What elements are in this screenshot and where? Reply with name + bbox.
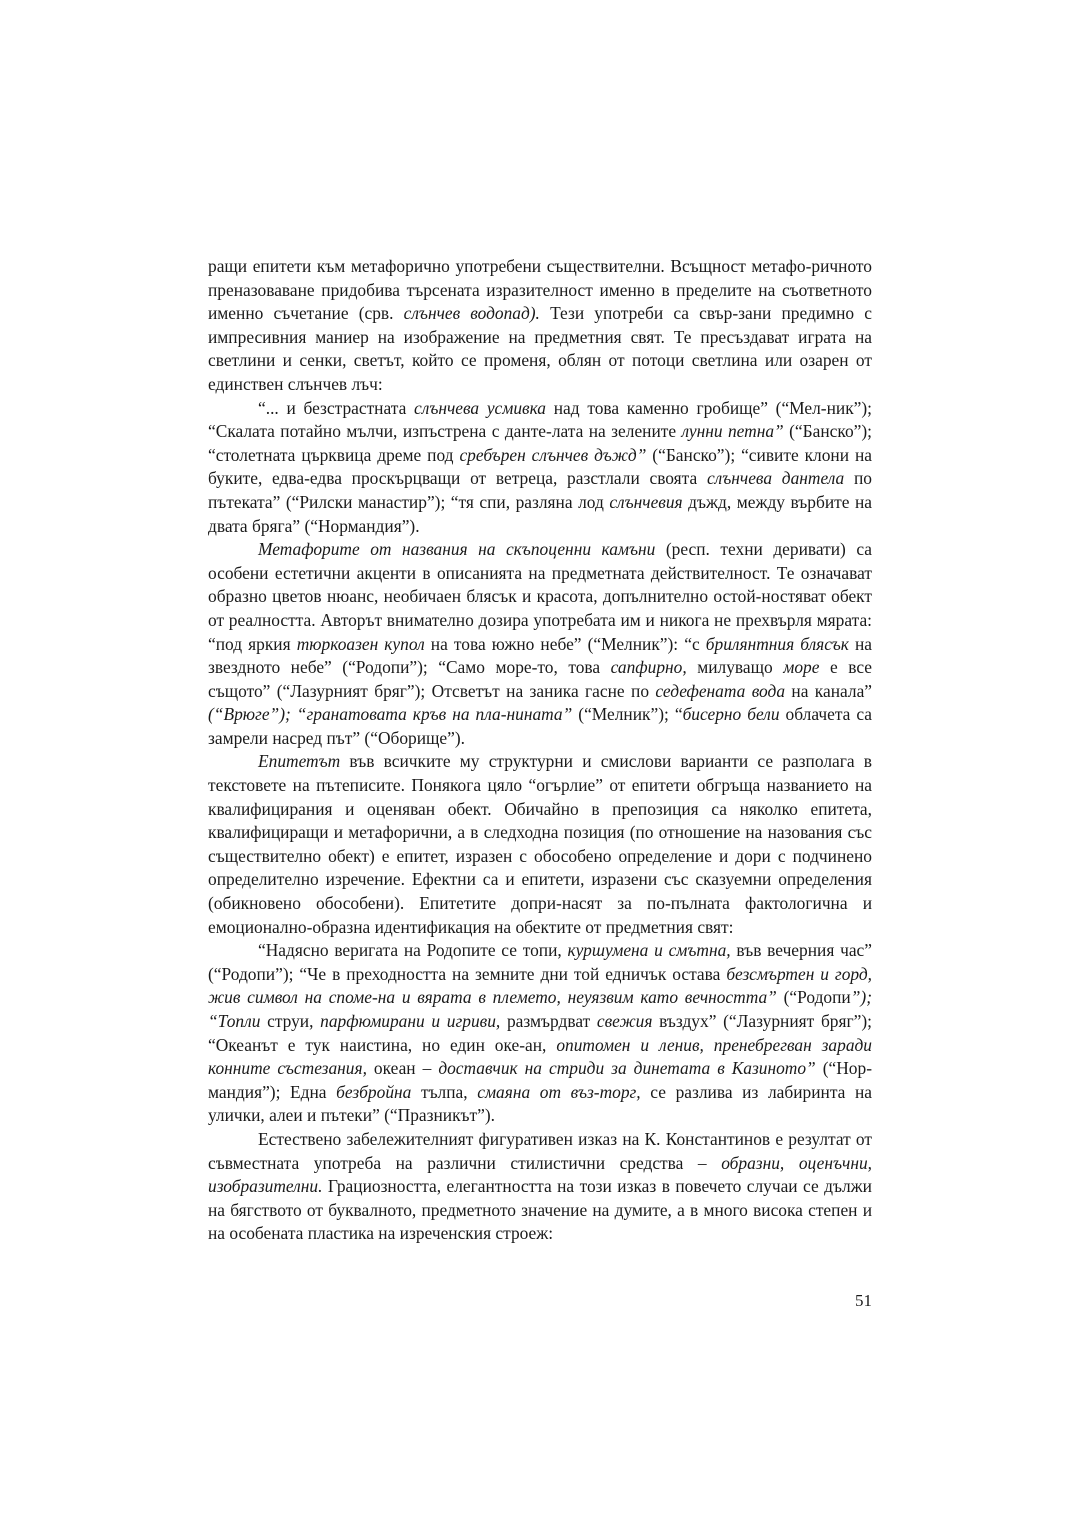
text-run: дъжд, между върбите на двата бряга” (“Нормандия”).	[208, 491, 872, 536]
italic-run: слънчева усмивка	[414, 397, 547, 418]
text-run: във вечерния час” (“Родопи”); “Че в преходността на земните дни той едничък остава	[208, 940, 872, 984]
italic-run: опитомен и ленив, пренебрегван заради конните състезания,	[208, 1034, 873, 1079]
italic-run: безбройна	[336, 1081, 412, 1102]
paragraph-6	[208, 1128, 872, 1246]
text-run: на канала”	[785, 680, 873, 701]
italic-run: седефената вода	[655, 680, 786, 701]
italic-run: брилянтния блясък	[705, 633, 849, 654]
text-run: струи,	[260, 1011, 321, 1031]
italic-run: Метафорите от названия на скъпоценни камъни	[258, 539, 656, 560]
text-run: размърдват	[500, 1011, 597, 1031]
text-run: (“Мелник”); “	[572, 704, 683, 725]
italic-run: море	[783, 657, 820, 678]
italic-run: слънчевия	[609, 491, 683, 512]
text-run: се разлива из лабиринта на улички, алеи и пътеки” (“Празникът”).	[208, 1081, 873, 1126]
italic-run: образни, оценъчни, изобразителни.	[208, 1152, 872, 1197]
text-run: Грациозността, елегантността на този изказ в повечето случаи се дължи на бягството от буквалното, предметното значение на думите, а в много висока степен и на особената пластика на изреченския строеж:	[208, 1176, 872, 1244]
italic-run: слънчев водопад).	[403, 303, 540, 324]
italic-run: куршумена и смътна,	[567, 940, 731, 961]
text-run: океан –	[366, 1058, 439, 1079]
paragraph-1	[208, 255, 872, 397]
italic-run: слънчева дантела	[706, 468, 845, 489]
italic-run: смаяна от въз-торг,	[477, 1081, 641, 1102]
text-run: (“Нор-мандия”); Една	[208, 1058, 872, 1102]
italic-run: тюркоазен купол	[296, 633, 425, 654]
italic-run: (“Врюге”); “гранатовата кръв на пла-нината”	[208, 704, 573, 725]
italic-run: парфюмирани и игриви,	[320, 1011, 501, 1031]
italic-run: сребърен слънчев дъжд”	[459, 444, 647, 465]
text-run: (“Банско”); “столетната църквица дреме под	[208, 421, 872, 465]
paragraph-3	[208, 538, 872, 750]
paragraph-5	[208, 939, 872, 1128]
italic-run: лунни петна”	[681, 421, 784, 442]
text-run: (“Банско”); “сивите клони на буките, едва-едва проскърцващи от ветреца, разстлали своята	[208, 444, 873, 489]
paragraph-4	[208, 750, 872, 939]
text-run: “Надясно веригата на Родопите се топи,	[258, 940, 568, 961]
page-body	[208, 255, 872, 1246]
text-run: милуващо	[686, 657, 784, 678]
italic-run: безсмъртен и горд, жив символ на споме-на и вярата в племето, неуязвим като вечността”	[208, 963, 872, 1008]
text-run: над това каменно гробище” (“Мел-ник”); “Скалата потайно мълчи, изпъстрена с данте-лата на зелените	[208, 397, 873, 442]
italic-run: сапфирно,	[610, 657, 687, 678]
text-run: (“Родопи	[776, 987, 851, 1008]
paragraph-2	[208, 397, 872, 539]
text-run: на звездното небе” (“Родопи”); “Само море-то, това	[208, 633, 873, 678]
text-run: във всичките му структурни и смислови варианти се разполага в текстовете на пътеписите. Понякога цяло “огърлие” от епитети обгръща названието на квалифицирания и оценяван обект. Обичайно в препозиция са няколко епитета, квалифициращи и метафорични, а в следходна позиция (по отношение на назования със съществително обект) е епитет, изразен с обособено определение и дори с подчинено определително изречение. Ефектни са и епитети, изразени със сказуемни определения (обикновено обособени). Епитетите допри-насят за по-пълната фактологична и емоционално-образна идентификация на обектите от предметния свят:	[208, 751, 872, 937]
italic-run: Епитетът	[258, 751, 341, 772]
italic-run: доставчик на стриди за динетата в Казиното”	[438, 1058, 816, 1079]
text-run: е все същото” (“Лазурният бряг”); Отсветът на заника гасне по	[208, 657, 872, 701]
text-run: облачета са замрели насред път” (“Оборище”).	[208, 704, 872, 748]
text-run: по пътеката” (“Рилски манастир”); “тя спи, разляна лод	[208, 468, 872, 512]
italic-run: свежия	[596, 1011, 653, 1031]
text-run: въздух” (“Лазурният бряг”); “Океанът е тук наистина, но един оке-ан,	[208, 1011, 872, 1055]
italic-run: ”); “Топли	[208, 987, 872, 1031]
page-number: 51	[855, 1291, 872, 1310]
text-run: Естествено забележителният фигуративен изказ на К. Константинов е резултат от съвместната употреба на различни стилистични средства –	[208, 1128, 872, 1173]
italic-run: бисерно бели	[682, 704, 780, 725]
text-run: на това южно небе” (“Мелник”): “с	[424, 633, 706, 654]
text-run: “... и безстрастната	[258, 397, 415, 418]
text-run: ращи епитети към метафорично употребени съществителни. Всъщност метафо-ричното преназоваване придобива търсената изразителност именно в пределите на съответното именно съчетание (срв.	[208, 256, 872, 324]
text-run: (респ. техни деривати) са особени естетични акценти в описанията на предметната действителност. Те означават образно цветов нюанс, необичаен блясък и красота, допълнително остой-ностяват обект от реалността. Авторът внимателно дозира употребата им и никога не прехвърля мярата: “под яркия	[208, 539, 873, 654]
text-run: Тези употреби са свър-зани предимно с импресивния маниер на изображение на предметния свят. Те пресъздават играта на светлини и сенки, светът, който се променя, облян от потоци светлина или озарен от единствен слънчев лъч:	[208, 303, 872, 394]
text-run: тълпа,	[411, 1081, 478, 1102]
